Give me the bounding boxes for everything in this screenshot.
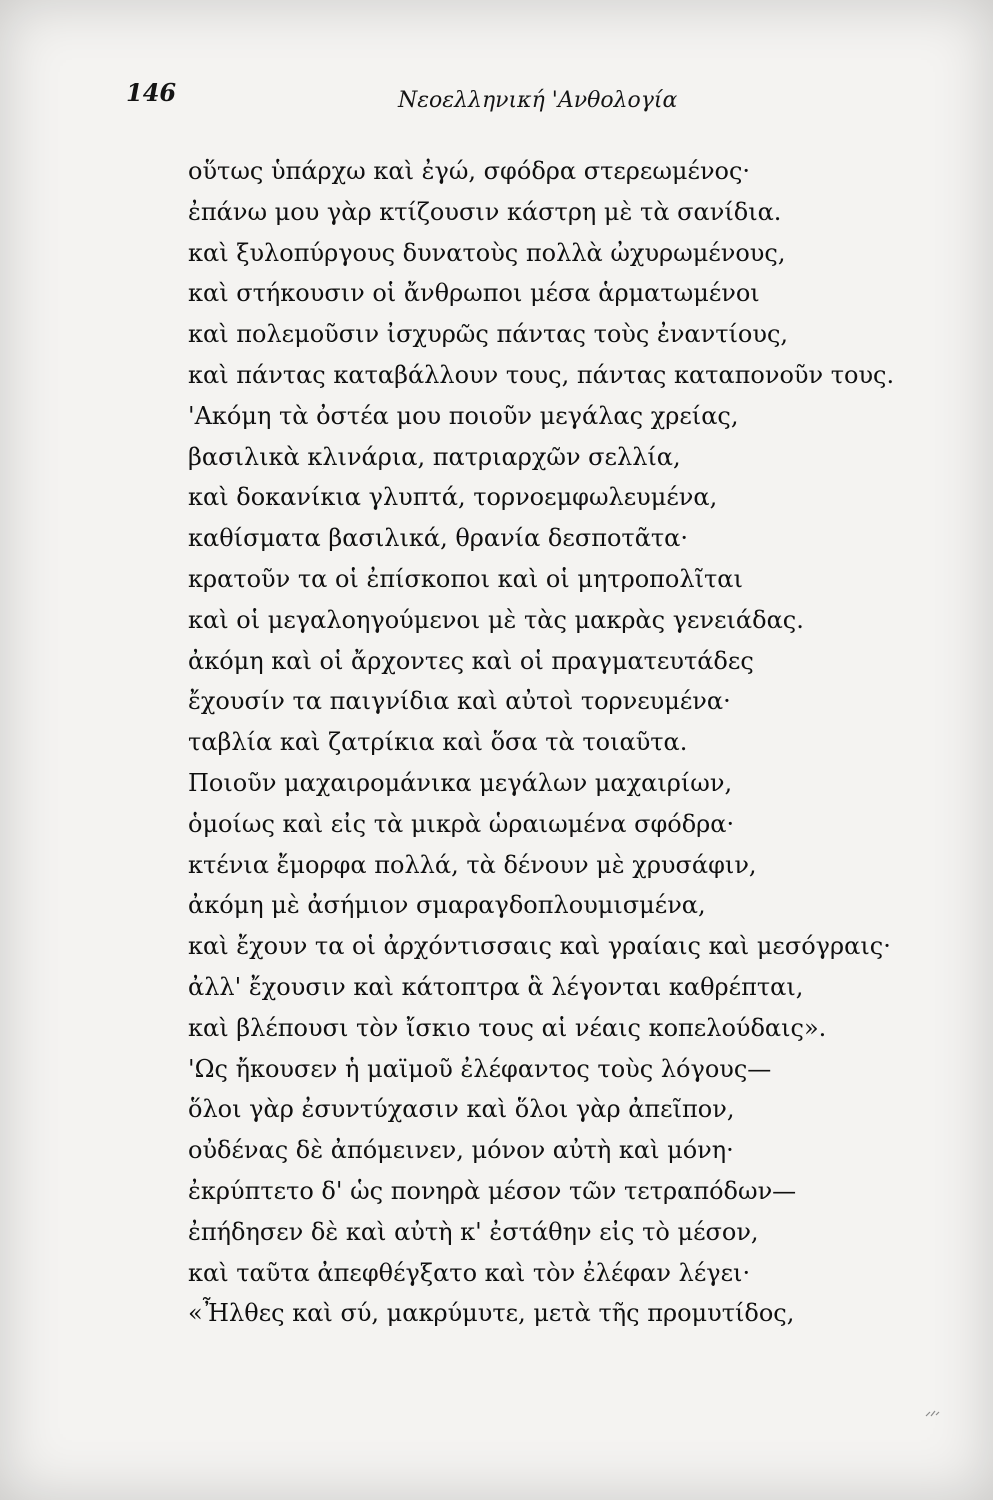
poem-text	[188, 151, 948, 1334]
poem-line: καὶ ταῦτα ἀπεφθέγξατο καὶ τὸν ἐλέφαν λέγει·	[188, 1258, 751, 1287]
poem-line: ταβλία καὶ ζατρίκια καὶ ὅσα τὰ τοιαῦτα.	[188, 728, 688, 757]
poem-line: 'Ακόμη τὰ ὀστέα μου ποιοῦν μεγάλας χρείας,	[188, 401, 739, 430]
poem-line: ἐκρύπτετο δ' ὡς πονηρὰ μέσον τῶν τετραπόδων—	[188, 1176, 797, 1205]
poem-line: καὶ στήκουσιν οἱ ἄνθρωποι μέσα ἁρματωμένοι	[188, 279, 760, 308]
poem-line: καθίσματα βασιλικά, θρανία δεσποτᾶτα·	[188, 524, 689, 553]
poem-line: ἔχουσίν τα παιγνίδια καὶ αὐτοὶ τορνευμένα·	[188, 687, 731, 716]
poem-line: καὶ ἔχουν τα οἱ ἀρχόντισσαις καὶ γραίαις καὶ μεσόγραις·	[188, 932, 891, 961]
poem-line: 'Ως ἤκουσεν ἡ μαϊμοῦ ἐλέφαντος τοὺς λόγους—	[188, 1054, 772, 1083]
poem-line: «Ἦλθες καὶ σύ, μακρύμυτε, μετὰ τῆς προμυτίδος,	[188, 1299, 795, 1328]
poem-line: κτένια ἔμορφα πολλά, τὰ δένουν μὲ χρυσάφιν,	[188, 850, 757, 879]
page-number: 146	[126, 78, 177, 107]
poem-line: καὶ οἱ μεγαλοηγούμενοι μὲ τὰς μακρὰς γενειάδας.	[188, 605, 804, 634]
poem-line: καὶ πάντας καταβάλλουν τους, πάντας καταπονοῦν τους.	[188, 360, 895, 389]
ink-smudge-mark	[925, 1408, 941, 1418]
running-header	[0, 70, 993, 120]
poem-line: καὶ πολεμοῦσιν ἰσχυρῶς πάντας τοὺς ἐναντίους,	[188, 320, 789, 349]
poem-line: ἀλλ' ἔχουσιν καὶ κάτοπτρα ἃ λέγονται καθρέπται,	[188, 972, 804, 1001]
poem-line: ὁμοίως καὶ εἰς τὰ μικρὰ ὡραιωμένα σφόδρα·	[188, 809, 735, 838]
running-title: Νεοελληνική 'Ανθολογία	[398, 88, 678, 113]
poem-line: βασιλικὰ κλινάρια, πατριαρχῶν σελλία,	[188, 442, 681, 471]
poem-line: ἀκόμη καὶ οἱ ἄρχοντες καὶ οἱ πραγματευτάδες	[188, 646, 754, 675]
poem-line: Ποιοῦν μαχαιρομάνικα μεγάλων μαχαιρίων,	[188, 768, 733, 797]
poem-line: καὶ ξυλοπύργους δυνατοὺς πολλὰ ὠχυρωμένους,	[188, 238, 786, 267]
ink-smudge	[925, 1408, 941, 1418]
poem-line: ἐπάνω μου γὰρ κτίζουσιν κάστρη μὲ τὰ σανίδια.	[188, 197, 782, 226]
poem-line: οὐδένας δὲ ἀπόμεινεν, μόνον αὐτὴ καὶ μόνη·	[188, 1136, 734, 1165]
poem-line: κρατοῦν τα οἱ ἐπίσκοποι καὶ οἱ μητροπολῖται	[188, 564, 743, 593]
poem-line: ὅλοι γὰρ ἐσυντύχασιν καὶ ὅλοι γὰρ ἀπεῖπον,	[188, 1095, 735, 1124]
poem-line: καὶ δοκανίκια γλυπτά, τορνοεμφωλευμένα,	[188, 483, 718, 512]
poem-line: οὕτως ὑπάρχω καὶ ἐγώ, σφόδρα στερεωμένος·	[188, 157, 751, 185]
poem-line: ἀκόμη μὲ ἀσήμιον σμαραγδοπλουμισμένα,	[188, 891, 706, 920]
poem-line: καὶ βλέπουσι τὸν ἴσκιο τους αἱ νέαις κοπελούδαις».	[188, 1013, 827, 1042]
poem-line: ἐπήδησεν δὲ καὶ αὐτὴ κ' ἐστάθην εἰς τὸ μέσον,	[188, 1217, 759, 1246]
